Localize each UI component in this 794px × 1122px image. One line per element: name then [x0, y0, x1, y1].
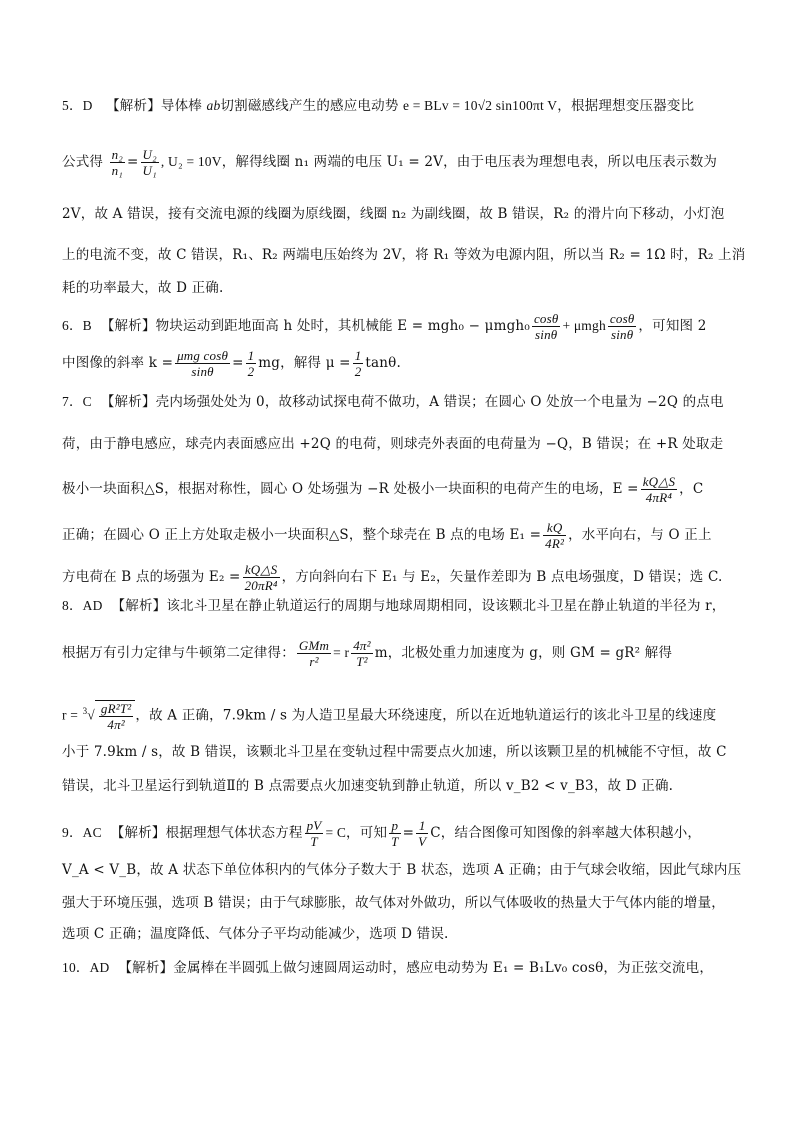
- q8-line-4: 小于 7.9km / s，故 B 错误，该颗北斗卫星在变轨过程中需要点火加速，所以该颗卫星的机械能不守恒，故 C: [62, 744, 727, 760]
- q5-line-2: 公式得 $\frac{\text{n₂}}{\text{n₁}}$ = $\frac{\text{U₂}}{\text{U₁}}$ , U₂ = 10V，解得线圈 n₁ 两端的电压 U₁ = 2V，由于电压表为理想电表，所以电压表示数为: [62, 147, 718, 178]
- fraction: $\frac{\text{μmg cosθ}}{\sin\theta}$: [177, 348, 229, 379]
- fraction: $\frac{p}{T}$: [391, 818, 399, 849]
- q10-line-1: 10．AD 【解析】金属棒在半圆弧上做匀速圆周运动时，感应电动势为 E₁ = B₁Lv₀ cosθ，为正弦交流电，: [62, 960, 714, 976]
- fraction: $\frac{1}{2}$: [354, 348, 362, 379]
- q6-line-1: 6．B 【解析】物块运动到距地面高 h 处时，其机械能 E = mgh₀ − μmgh₀ $\frac{\cos\theta}{\sin\theta}$ + μmgh $\frac{\cos\theta}{\sin\theta}$ ，可知图 2: [62, 311, 707, 342]
- fraction: $\frac{kQ\triangle S}{\text{20πR⁴}}$: [244, 562, 278, 593]
- fraction: $\frac{kQ}{\text{4R²}}$: [545, 520, 565, 551]
- q8-line-2: 根据万有引力定律与牛顿第二定律得： $\frac{\text{GMm}}{\text{r²}}$ = r $\frac{\text{4π²}}{\text{T²}}$ m，北极处重力加速度为 g，则 GM = gR² 解得: [62, 638, 673, 669]
- q5-line-3: 2V，故 A 错误，接有交流电源的线圈为原线圈，线圈 n₂ 为副线圈，故 B 错误，R₂ 的滑片向下移动，小灯泡: [62, 206, 725, 222]
- fraction: $\frac{\text{n₂}}{\text{n₁}}$: [111, 147, 124, 178]
- q8-line-1: 8．AD 【解析】该北斗卫星在静止轨道运行的周期与地球周期相同，设该颗北斗卫星在静止轨道的半径为 r，: [62, 598, 726, 614]
- fraction: $\frac{kQ\triangle S}{\text{4πR⁴}}$: [642, 474, 676, 505]
- q5-line-1: 5．D 【解析】导体棒 ab切割磁感线产生的感应电动势 e = BLv = 10√2 sin100πt V，根据理想变压器变比: [62, 98, 695, 114]
- q6-line-2: 中图像的斜率 k = $\frac{\text{μmg cosθ}}{\sin\theta}$ = $\frac{1}{2}$ mg，解得 μ = $\frac{1}{2}$ tanθ.: [62, 348, 401, 379]
- q5-line-5: 耗的功率最大，故 D 正确.: [62, 280, 224, 296]
- q9-line-2: V_A < V_B，故 A 状态下单位体积内的气体分子数大于 B 状态，选项 A 正确；由于气球会收缩，因此气球内压: [62, 862, 742, 878]
- emf-equation: e = BLv = 10√2 sin100πt V: [403, 98, 558, 113]
- q7-line-4: 正确；在圆心 O 正上方处取走极小一块面积△S，整个球壳在 B 点的电场 E₁ = $\frac{kQ}{\text{4R²}}$ ，水平向右，与 O 正上: [62, 520, 712, 551]
- q9-line-3: 强大于环境压强，选项 B 错误；由于气球膨胀，故气体对外做功，所以气体吸收的热量大于气体内能的增量，: [62, 895, 726, 911]
- fraction: $\frac{1}{2}$: [247, 348, 255, 379]
- q9-line-4: 选项 C 正确；温度降低、气体分子平均动能减少，选项 D 错误.: [62, 926, 449, 942]
- q5-line-4: 上的电流不变，故 C 错误，R₁、R₂ 两端电压始终为 2V，将 R₁ 等效为电源内阻，所以当 R₂ = 1Ω 时，R₂ 上消: [62, 247, 746, 263]
- fraction: $\frac{\cos\theta}{\sin\theta}$: [533, 311, 559, 342]
- q7-line-5: 方电荷在 B 点的场强为 E₂ = $\frac{kQ\triangle S}{\text{20πR⁴}}$ ，方向斜向右下 E₁ 与 E₂，矢量作差即为 B 点电场强度，D 错误；选 C.: [62, 562, 723, 593]
- analysis-tag: 【解析】: [106, 98, 161, 114]
- fraction: $\frac{\text{GMm}}{\text{r²}}$: [298, 638, 330, 669]
- fraction: $\frac{\text{U₂}}{\text{U₁}}$: [142, 147, 157, 178]
- fraction: $\frac{\cos\theta}{\sin\theta}$: [609, 311, 635, 342]
- q7-line-2: 荷，由于静电感应，球壳内表面感应出 +2Q 的电荷，则球壳外表面的电荷量为 −Q，B 错误；在 +R 处取走: [62, 436, 724, 452]
- cube-root: $^3$√ $\frac{\text{gR²T²}}{\text{4π²}}$: [83, 700, 136, 732]
- q7-line-3: 极小一块面积△S，根据对称性，圆心 O 处场强为 −R 处极小一块面积的电荷产生的电场，E = $\frac{kQ\triangle S}{\text{4πR⁴}}$ ，C: [62, 474, 704, 505]
- q8-line-3: r = $^3$√ $\frac{\text{gR²T²}}{\text{4π²}}$ ，故 A 正确，7.9km / s 为人造卫星最大环绕速度，所以在近地轨道运行的该北斗卫星的线速度: [62, 701, 717, 732]
- fraction: $\frac{\text{4π²}}{\text{T²}}$: [353, 638, 371, 669]
- fraction: $\frac{pV}{T}$: [306, 818, 322, 849]
- q7-line-1: 7．C 【解析】壳内场强处处为 0，故移动试探电荷不做功，A 错误；在圆心 O 处放一个电量为 −2Q 的点电: [62, 394, 724, 410]
- q8-line-5: 错误，北斗卫星运行到轨道Ⅱ的 B 点需要点火加速变轨到静止轨道，所以 v_B2 < v_B3，故 D 正确.: [62, 778, 674, 794]
- fraction: $\frac{1}{V}$: [418, 818, 427, 849]
- q9-line-1: 9．AC 【解析】根据理想气体状态方程 $\frac{pV}{T}$ = C，可知 $\frac{p}{T}$ = $\frac{1}{V}$ C，结合图像可知图像的斜率越大体积越小，: [62, 818, 702, 849]
